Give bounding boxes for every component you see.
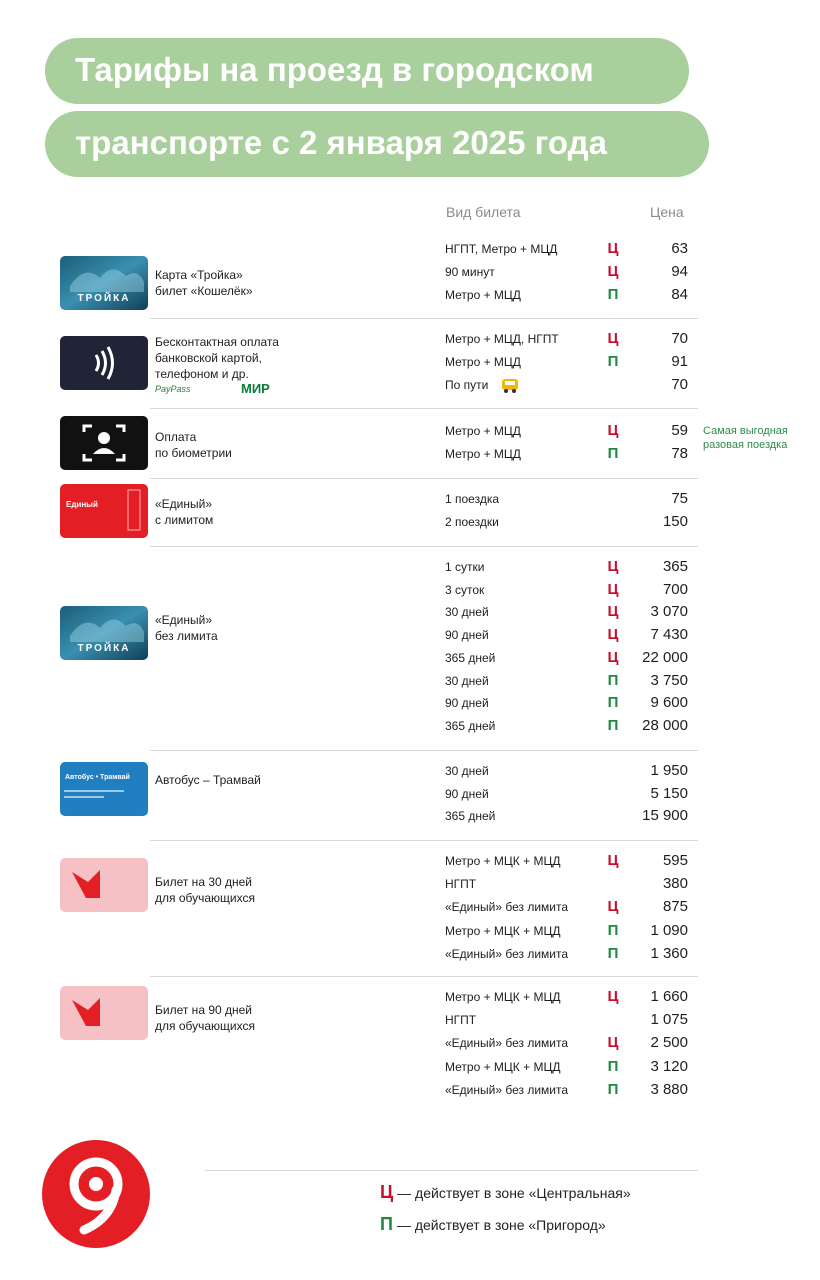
- ticket-price: 9 600: [650, 694, 688, 712]
- ticket-name: 1 сутки: [445, 560, 485, 574]
- ticket-name: Метро + МЦД: [445, 447, 521, 461]
- ticket-name: Метро + МЦК + МЦД: [445, 854, 561, 868]
- card-description-line: для обучающихся: [155, 1019, 255, 1033]
- ticket-name: 90 дней: [445, 628, 489, 643]
- ticket-price: 28 000: [642, 716, 688, 734]
- zone-badge: П: [607, 671, 619, 689]
- ticket-price: 365: [662, 558, 688, 575]
- card-description: [155, 1002, 255, 1034]
- ticket-name: 1 поездка: [445, 492, 500, 506]
- section-divider: [150, 750, 698, 751]
- zone-badge: П: [607, 921, 619, 939]
- legend-central-text: — действует в зоне «Центральная»: [397, 1185, 631, 1201]
- ticket-price: 3 880: [650, 1080, 688, 1098]
- zone-badge: Ц: [607, 1034, 619, 1052]
- ticket-price: 7 430: [650, 626, 688, 644]
- card-description-line: билет «Кошелёк»: [155, 284, 253, 298]
- card-description-line: «Единый»: [155, 613, 213, 627]
- zone-badge: Ц: [607, 988, 619, 1005]
- paypass-logo: PayPass: [155, 384, 191, 394]
- zone-badge: П: [607, 445, 619, 462]
- ticket-name: 365 дней: [445, 809, 496, 824]
- tariff-row: [445, 694, 690, 714]
- ticket-price: 94: [671, 263, 688, 280]
- ticket-name: 30 дней: [445, 605, 489, 620]
- ticket-name: 2 поездки: [445, 515, 499, 529]
- tariff-row: [445, 852, 690, 872]
- ticket-name: Метро + МЦК + МЦД: [445, 923, 561, 938]
- moscow-transport-logo-icon: [40, 1138, 152, 1250]
- ticket-price: 91: [671, 353, 688, 370]
- tariff-row: [445, 240, 690, 260]
- card-description-line: Карта «Тройка»: [155, 268, 243, 282]
- ticket-name: Метро + МЦД: [445, 355, 521, 369]
- best-offer-note-line-2: разовая поездка: [703, 439, 788, 451]
- legend-central: [380, 1182, 631, 1203]
- ticket-name: 90 дней: [445, 696, 489, 711]
- card-text: ТРОЙКА: [77, 293, 131, 304]
- card-text: Единый: [66, 500, 98, 509]
- ticket-name: 30 дней: [445, 673, 489, 688]
- zone-badge: П: [607, 694, 619, 712]
- card-text: ТРОЙКА: [77, 643, 131, 654]
- card-description-line: с лимитом: [155, 513, 214, 527]
- tariff-row: [445, 898, 690, 918]
- ticket-price: 1 950: [650, 762, 688, 779]
- tariff-row: [445, 353, 690, 373]
- card-description-line: Оплата: [155, 430, 197, 444]
- ticket-price: 2 500: [650, 1034, 688, 1052]
- bus-card-icon: [60, 762, 148, 816]
- zone-badge: Ц: [607, 263, 619, 280]
- ticket-name: НГПТ: [445, 1013, 477, 1028]
- ticket-price: 1 360: [650, 944, 688, 962]
- zone-badge: П: [607, 1057, 619, 1075]
- tariff-row: [445, 807, 690, 827]
- tariff-row: [445, 581, 690, 601]
- ticket-name: Метро + МЦД: [445, 424, 521, 438]
- legend-zone-p: П: [380, 1214, 393, 1234]
- card-description: [155, 429, 232, 461]
- column-header-ticket-type: Вид билета: [446, 204, 521, 220]
- ticket-price: 150: [662, 513, 688, 530]
- title-line-1: Тарифы на проезд в городском: [45, 38, 689, 104]
- ticket-price: 5 150: [650, 784, 688, 802]
- ticket-name: 90 минут: [445, 265, 495, 279]
- ticket-price: 3 070: [650, 603, 688, 621]
- tariff-row: [445, 672, 690, 692]
- card-description-line: банковской картой,: [155, 351, 262, 365]
- tariff-row: [445, 263, 690, 283]
- legend-suburban: [380, 1214, 606, 1235]
- card-description: [155, 874, 255, 906]
- tariff-row: [445, 1058, 690, 1078]
- zone-badge: Ц: [607, 240, 619, 257]
- ticket-price: 15 900: [642, 807, 688, 825]
- zone-badge: Ц: [607, 852, 619, 869]
- legend-zone-c: Ц: [380, 1182, 394, 1202]
- section-divider: [150, 478, 698, 479]
- taxi-icon: [500, 376, 520, 394]
- tariff-row: [445, 1081, 690, 1101]
- ticket-name: НГПТ: [445, 877, 477, 892]
- ticket-price: 700: [662, 580, 688, 598]
- tariff-row: [445, 376, 690, 396]
- tariff-row: [445, 603, 690, 623]
- ticket-price: 70: [671, 376, 688, 393]
- title-line-2: транспорте с 2 января 2025 года: [45, 111, 709, 177]
- ticket-price: 75: [671, 490, 688, 507]
- card-description-line: Автобус – Трамвай: [155, 773, 261, 787]
- card-description: [155, 496, 213, 528]
- student-card-icon: [60, 986, 148, 1040]
- zone-badge: П: [607, 944, 619, 962]
- section-divider: [150, 840, 698, 841]
- section-divider: [150, 546, 698, 547]
- ticket-price: 380: [662, 875, 688, 893]
- zone-badge: Ц: [607, 898, 619, 916]
- zone-badge: Ц: [607, 422, 619, 439]
- tariff-row: [445, 286, 690, 306]
- card-description-line: «Единый»: [155, 497, 213, 511]
- ticket-price: 3 120: [650, 1057, 688, 1075]
- tariff-row: [445, 330, 690, 350]
- ticket-price: 84: [671, 286, 688, 303]
- zone-badge: Ц: [607, 626, 619, 644]
- ticket-price: 1 660: [650, 988, 688, 1005]
- ticket-price: 63: [671, 240, 688, 257]
- ticket-price: 22 000: [642, 648, 688, 666]
- card-description: [155, 612, 218, 644]
- best-offer-note-line-1: Самая выгодная: [703, 425, 788, 437]
- section-divider: [150, 408, 698, 409]
- ticket-name: Метро + МЦК + МЦД: [445, 1059, 561, 1074]
- tariff-row: [445, 1034, 690, 1054]
- ticket-price: 59: [671, 422, 688, 439]
- section-divider: [150, 976, 698, 977]
- ticket-name: НГПТ, Метро + МЦД: [445, 242, 558, 256]
- tariff-row: [445, 513, 690, 533]
- tariff-row: [445, 988, 690, 1008]
- ticket-name: По пути: [445, 378, 489, 392]
- edinyi-card-icon: [60, 484, 148, 538]
- zone-badge: П: [607, 716, 619, 734]
- ticket-name: 365 дней: [445, 718, 496, 733]
- zone-badge: П: [607, 1080, 619, 1098]
- tariff-row: [445, 785, 690, 805]
- card-description-line: без лимита: [155, 629, 218, 643]
- card-description-line: Бесконтактная оплата: [155, 335, 279, 349]
- ticket-name: «Единый» без лимита: [445, 1036, 569, 1051]
- ticket-price: 1 075: [650, 1011, 688, 1029]
- ticket-price: 875: [662, 898, 688, 916]
- ticket-name: «Единый» без лимита: [445, 900, 569, 915]
- ticket-price: 78: [671, 445, 688, 462]
- tariff-row: [445, 875, 690, 895]
- tariff-row: [445, 717, 690, 737]
- tariff-row: [445, 558, 690, 578]
- biometry-card-icon: [60, 416, 148, 470]
- tariff-row: [445, 1011, 690, 1031]
- tariff-row: [445, 762, 690, 782]
- tariff-row: [445, 445, 690, 465]
- zone-badge: Ц: [607, 648, 619, 666]
- zone-badge: П: [607, 353, 619, 370]
- tariff-row: [445, 490, 690, 510]
- ticket-price: 70: [671, 330, 688, 347]
- ticket-price: 595: [662, 852, 688, 869]
- zone-badge: Ц: [607, 603, 619, 621]
- ticket-price: 1 090: [650, 921, 688, 939]
- ticket-name: 90 дней: [445, 786, 489, 801]
- card-description-line: Билет на 30 дней: [155, 875, 253, 889]
- zone-badge: Ц: [607, 330, 619, 347]
- tariff-row: [445, 649, 690, 669]
- best-offer-note: [703, 424, 788, 452]
- ticket-name: Метро + МЦД, НГПТ: [445, 332, 559, 346]
- legend-suburban-text: — действует в зоне «Пригород»: [396, 1217, 606, 1233]
- tariff-row: [445, 626, 690, 646]
- zone-badge: Ц: [607, 580, 619, 598]
- ticket-name: Метро + МЦК + МЦД: [445, 990, 561, 1004]
- tariff-row: [445, 945, 690, 965]
- ticket-price: 3 750: [650, 671, 688, 689]
- ticket-name: 3 суток: [445, 582, 485, 597]
- card-description: [155, 267, 253, 299]
- card-description-line: для обучающихся: [155, 891, 255, 905]
- card-description-line: по биометрии: [155, 446, 232, 460]
- card-description-line: Билет на 90 дней: [155, 1003, 253, 1017]
- mir-logo: МИР: [241, 381, 270, 396]
- zone-badge: Ц: [607, 558, 619, 575]
- ticket-name: Метро + МЦД: [445, 288, 521, 302]
- tariff-row: [445, 422, 690, 442]
- ticket-name: «Единый» без лимита: [445, 946, 569, 961]
- contactless-card-icon: [60, 336, 148, 390]
- tariff-row: [445, 922, 690, 942]
- troika-card-icon: [60, 256, 148, 310]
- ticket-name: 30 дней: [445, 764, 489, 778]
- zone-badge: П: [607, 286, 619, 303]
- card-description: [155, 772, 261, 788]
- section-divider: [150, 318, 698, 319]
- card-description: [155, 334, 279, 382]
- ticket-name: 365 дней: [445, 650, 496, 665]
- column-header-price: Цена: [650, 204, 684, 220]
- troika-card-icon: [60, 606, 148, 660]
- card-text: Автобус • Трамвай: [65, 774, 130, 781]
- legend-divider: [205, 1170, 698, 1171]
- student-card-icon: [60, 858, 148, 912]
- card-description-line: телефоном и др.: [155, 367, 249, 381]
- ticket-name: «Единый» без лимита: [445, 1082, 569, 1097]
